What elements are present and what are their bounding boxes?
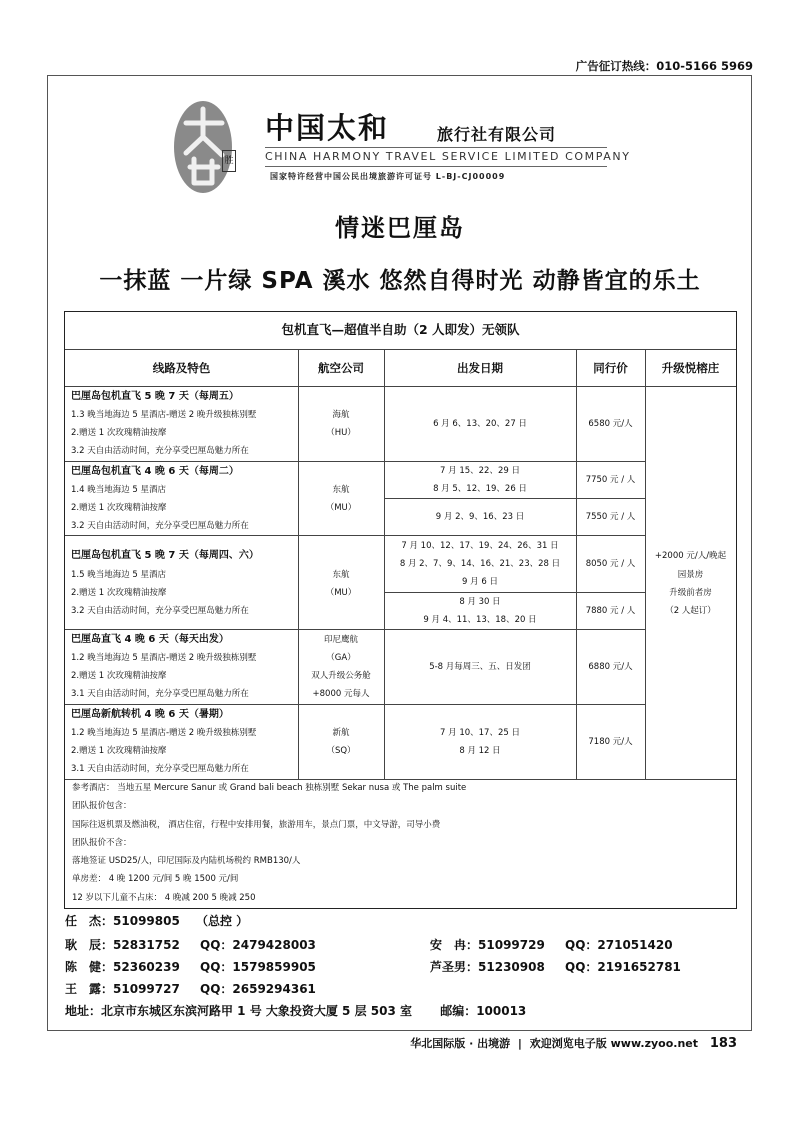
company-name-en: CHINA HARMONY TRAVEL SERVICE LIMITED COMPANY	[265, 150, 631, 163]
contact-qq: QQ：2479428003	[200, 938, 316, 952]
contact-phone: 51099805	[113, 914, 180, 928]
departure-dates: 7 月 10、12、17、19、24、26、31 日	[401, 541, 559, 551]
contact-qq: QQ：2191652781	[565, 960, 681, 974]
price: 7180 元/人	[588, 737, 633, 747]
note-line: 团队报价不含：	[72, 837, 132, 848]
airline: 东航	[332, 570, 350, 580]
route-name: 巴厘岛包机直飞 5 晚 7 天（每周五）	[71, 391, 239, 402]
address: 地址：北京市东城区东滨河路甲 1 号 大象投资大厦 5 层 503 室	[65, 1004, 412, 1018]
contact-entry	[430, 936, 673, 953]
route-feature: 1.5 晚当地海边 5 星酒店	[71, 570, 167, 580]
departure-dates: 8 月 5、12、19、26 日	[433, 484, 527, 494]
upgrade-min: （2 人起订）	[665, 606, 716, 616]
headline: 情迷巴厘岛	[335, 214, 465, 242]
departure-dates: 5-8 月每周三、五、日发团	[429, 662, 531, 672]
company-name-cn: 中国太和	[265, 111, 390, 145]
note-line: 单房差： 4 晚 1200 元/间 5 晚 1500 元/间	[72, 874, 239, 885]
contact-name: 耿 辰：	[65, 938, 114, 952]
route-feature: 1.4 晚当地海边 5 星酒店	[71, 485, 167, 495]
contact-name: 王 露：	[65, 982, 114, 996]
departure-dates: 8 月 12 日	[459, 746, 501, 756]
airline: 海航	[332, 410, 350, 420]
taihe-logo-icon	[172, 95, 234, 195]
notes	[72, 779, 466, 907]
note-line: 团队报价包含：	[72, 801, 132, 812]
route-feature: 1.3 晚当地海边 5 星酒店-赠送 2 晚升级独栋别墅	[71, 410, 257, 420]
contact-entry	[65, 936, 316, 953]
contact-phone: 52831752	[113, 938, 180, 952]
contact-phone: 51230908	[478, 960, 545, 974]
departure-dates: 8 月 2、7、9、14、16、21、23、28 日	[399, 559, 561, 569]
col-header-dates: 出发日期	[457, 361, 503, 375]
route-name: 巴厘岛直飞 4 晚 6 天（每天出发）	[71, 634, 229, 645]
note-line: 参考酒店： 当地五星 Mercure Sanur 或 Grand bali beach 独栋别墅 Sekar nusa 或 The palm suite	[72, 783, 467, 793]
license-number: 国家特许经营中国公民出境旅游许可证号 L-BJ-CJ00009	[270, 172, 506, 181]
route-name: 巴厘岛新航转机 4 晚 6 天（暑期）	[71, 709, 229, 720]
route-feature: 2.赠送 1 次玫瑰精油按摩	[71, 588, 167, 598]
departure-dates: 9 月 4、11、13、18、20 日	[423, 615, 537, 625]
company-name-cn-suffix: 旅行社有限公司	[437, 125, 557, 144]
airline-upgrade: 双人升级公务舱	[311, 671, 371, 681]
contact-phone: 52360239	[113, 960, 180, 974]
route-feature: 2.赠送 1 次玫瑰精油按摩	[71, 428, 167, 438]
airline-code: （GA）	[326, 653, 356, 663]
airline-upgrade-price: +8000 元每人	[312, 689, 370, 699]
contact-note: （总控 ）	[196, 914, 249, 928]
price: 8050 元 / 人	[585, 559, 636, 569]
contact-entry	[65, 912, 248, 929]
contact-qq: QQ：1579859905	[200, 960, 316, 974]
upgrade-room: 园景房	[677, 570, 704, 580]
postcode: 邮编：100013	[440, 1004, 527, 1018]
contact-name: 任 杰：	[65, 914, 114, 928]
logo-rule-bottom	[265, 166, 607, 167]
price: 7750 元 / 人	[585, 475, 636, 485]
upgrade-room: 升级前者房	[669, 588, 712, 598]
airline: 印尼鹰航	[323, 635, 358, 645]
airline: 东航	[332, 485, 350, 495]
airline-code: （HU）	[326, 428, 356, 438]
contact-qq: QQ：2659294361	[200, 982, 316, 996]
departure-dates: 8 月 30 日	[459, 597, 501, 607]
route-feature: 2.赠送 1 次玫瑰精油按摩	[71, 503, 167, 513]
price: 7880 元 / 人	[585, 606, 636, 616]
slogan: 一抹蓝 一片绿 SPA 溪水 悠然自得时光 动静皆宜的乐土	[99, 268, 701, 294]
route-feature: 2.赠送 1 次玫瑰精油按摩	[71, 746, 167, 756]
contact-name: 安 冉：	[430, 938, 479, 952]
price: 6880 元/人	[588, 662, 633, 672]
route-feature: 3.1 天自由活动时间，充分享受巴厘岛魅力所在	[71, 764, 249, 774]
airline-code: （MU）	[325, 588, 357, 598]
route-feature: 3.1 天自由活动时间，充分享受巴厘岛魅力所在	[71, 689, 249, 699]
col-header-upgrade: 升级悦榕庄	[661, 361, 720, 375]
route-feature: 3.2 天自由活动时间，充分享受巴厘岛魅力所在	[71, 446, 249, 456]
price: 6580 元/人	[588, 419, 633, 429]
price: 7550 元 / 人	[585, 512, 636, 522]
col-header-route: 线路及特色	[152, 361, 211, 375]
upgrade-price: +2000 元/人/晚起	[654, 551, 727, 561]
logo-seal: 胜	[222, 150, 236, 172]
airline-code: （SQ）	[326, 746, 356, 756]
note-line: 落地签证 USD25/人，印尼国际及内陆机场税约 RMB130/人	[72, 856, 301, 867]
contact-name: 陈 健：	[65, 960, 114, 974]
note-line: 12 岁以下儿童不占床： 4 晚减 200 5 晚减 250	[72, 892, 256, 903]
contact-phone: 51099727	[113, 982, 180, 996]
page-footer: 华北国际版 · 出境游 | 欢迎浏览电子版 www.zyoo.net 183	[410, 1036, 737, 1051]
logo-rule-top	[265, 147, 607, 148]
ad-hotline: 广告征订热线：010-5166 5969	[575, 59, 753, 73]
contact-phone: 51099729	[478, 938, 545, 952]
footer-web: 欢迎浏览电子版 www.zyoo.net	[529, 1037, 699, 1050]
departure-dates: 7 月 10、17、25 日	[440, 728, 520, 738]
departure-dates: 9 月 6 日	[462, 577, 498, 587]
route-feature: 3.2 天自由活动时间，充分享受巴厘岛魅力所在	[71, 521, 249, 531]
contact-qq: QQ：271051420	[565, 938, 673, 952]
contact-name: 芦圣男：	[430, 960, 479, 974]
route-feature: 3.2 天自由活动时间，充分享受巴厘岛魅力所在	[71, 606, 249, 616]
route-feature: 1.2 晚当地海边 5 星酒店-赠送 2 晚升级独栋别墅	[71, 728, 257, 738]
contact-entry	[65, 980, 316, 997]
airline-code: （MU）	[325, 503, 357, 513]
route-feature: 1.2 晚当地海边 5 星酒店-赠送 2 晚升级独栋别墅	[71, 653, 257, 663]
airline: 新航	[332, 728, 350, 738]
footer-edition: 华北国际版 · 出境游	[410, 1037, 511, 1050]
departure-dates: 6 月 6、13、20、27 日	[433, 419, 527, 429]
departure-dates: 7 月 15、22、29 日	[440, 466, 520, 476]
contact-entry	[430, 958, 681, 975]
address-line	[65, 1002, 526, 1019]
departure-dates: 9 月 2、9、16、23 日	[435, 512, 525, 522]
page-number: 183	[709, 1036, 737, 1051]
route-name: 巴厘岛包机直飞 4 晚 6 天（每周二）	[71, 466, 239, 477]
route-name: 巴厘岛包机直飞 5 晚 7 天（每周四、六）	[71, 550, 259, 561]
route-feature: 2.赠送 1 次玫瑰精油按摩	[71, 671, 167, 681]
note-line: 国际往返机票及燃油税， 酒店住宿，行程中安排用餐，旅游用车，景点门票，中文导游，司导小费	[72, 819, 441, 830]
footer-rule	[47, 1030, 752, 1031]
col-header-airline: 航空公司	[318, 361, 364, 375]
table-title: 包机直飞—超值半自助（2 人即发）无领队	[281, 322, 520, 337]
col-header-price: 同行价	[593, 361, 628, 375]
contact-entry	[65, 958, 316, 975]
